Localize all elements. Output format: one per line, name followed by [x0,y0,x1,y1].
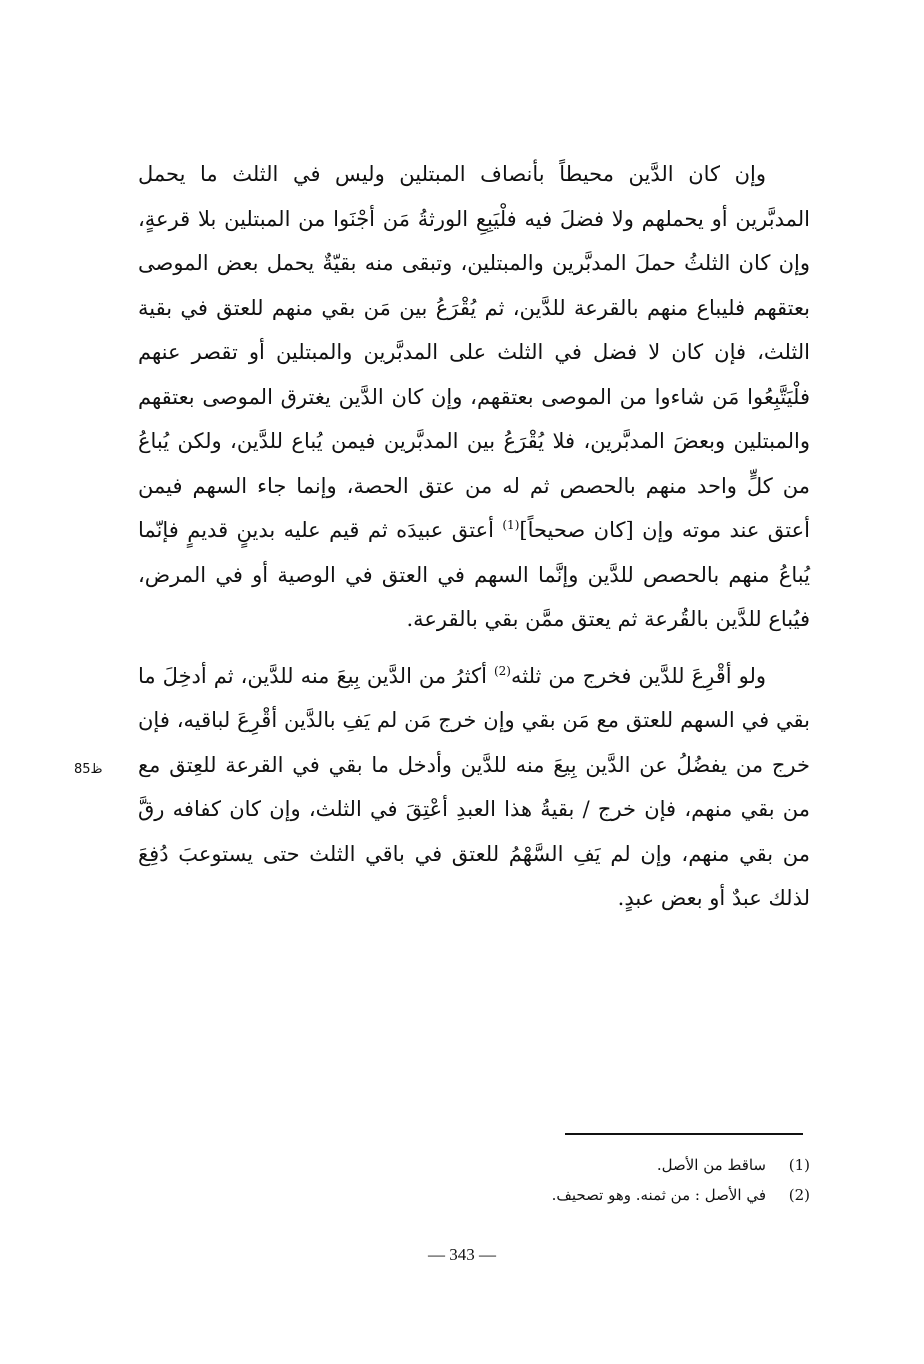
paragraph-text: أعتق عبيدَه ثم قيم عليه بدينٍ قديمٍ فإنّما يُباعُ منهم بالحصص للدَّين وإنَّما السهم في العتق في الوصية أو في المرض، فيُباع للدَّين بالقُرعة ثم يعتق ممَّن بقي بالقرعة. [138,518,810,631]
footnote [400,1150,810,1180]
footnote-number: (1) [788,1156,810,1174]
paragraph-text: وإن كان الدَّين محيطاً بأنصاف المبتلين وليس في الثلث ما يحمل المدبَّرين أو يحملهم ولا فضلَ فيه فلْيَبِعِ الورثةُ مَن أجْنَوا من المبتلين بلا قرعةٍ، وإن كان الثلثُ حملَ المدبَّرين والمبتلين، وتبقى منه بقيّةٌ يحمل بعض الموصى بعتقهم فليباع منهم بالقرعة للدَّين، ثم يُقْرَعُ بين مَن بقي منهم للعتق في بقية الثلث، فإن كان لا فضل في الثلث على المدبَّرين والمبتلين أو تقصر عنهم فلْيَتَّبِعُوا مَن شاءوا من الموصى بعتقهم، وإن كان الدَّين يغترق الموصى بعتقهم والمبتلين وبعضَ المدبَّرين، فلا يُقْرَعُ بين المدبَّرين فيمن يُباع للدَّين، ولكن يُباعُ من كلٍّ واحد منهم بالحصص ثم له من عتق الحصة، وإنما جاء السهم فيمن أعتق عند موته وإن [كان صحيحاً] [138,162,810,542]
footnote-ref: (1) [502,518,520,532]
footnote [400,1180,810,1210]
main-text [138,152,810,921]
footnote-divider [565,1133,803,1135]
footnote-text: في الأصل : من ثمنه. وهو تصحيف. [551,1186,766,1204]
footnote-text: ساقط من الأصل. [656,1156,766,1174]
paragraph-text: ولو أقْرِعَ للدَّين فخرج من ثلثه [510,663,766,688]
footnote-ref: (2) [493,663,511,678]
paragraph-text: أكثرُ من الدَّين بِيعَ منه للدَّين، ثم أدخِلَ ما بقي في السهم للعتق مع مَن بقي وإن خرج مَن لم يَفِ بالدَّين أقْرِعَ لباقيه، فإن خرج من يفضُلُ عن الدَّين بِيعَ منه للدَّين وأدخل ما بقي في القرعة للعِتق مع من بقي منهم، فإن خرج / بقيةُ هذا العبدِ أعْتِقَ في الثلث، وإن كان كفافه رقَّ من بقي منهم، وإن لم يَفِ السَّهْمُ للعتق في باقي الثلث حتى يستوعبَ دُفِعَ لذلك عبدٌ أو بعض عبدٍ. [138,663,810,910]
margin-folio-note: ظ85 [74,762,103,777]
paragraph [138,152,810,642]
footnote-number: (2) [788,1186,810,1204]
footnotes [400,1150,810,1210]
page-number: — 343 — [428,1245,496,1264]
paragraph [138,654,810,921]
